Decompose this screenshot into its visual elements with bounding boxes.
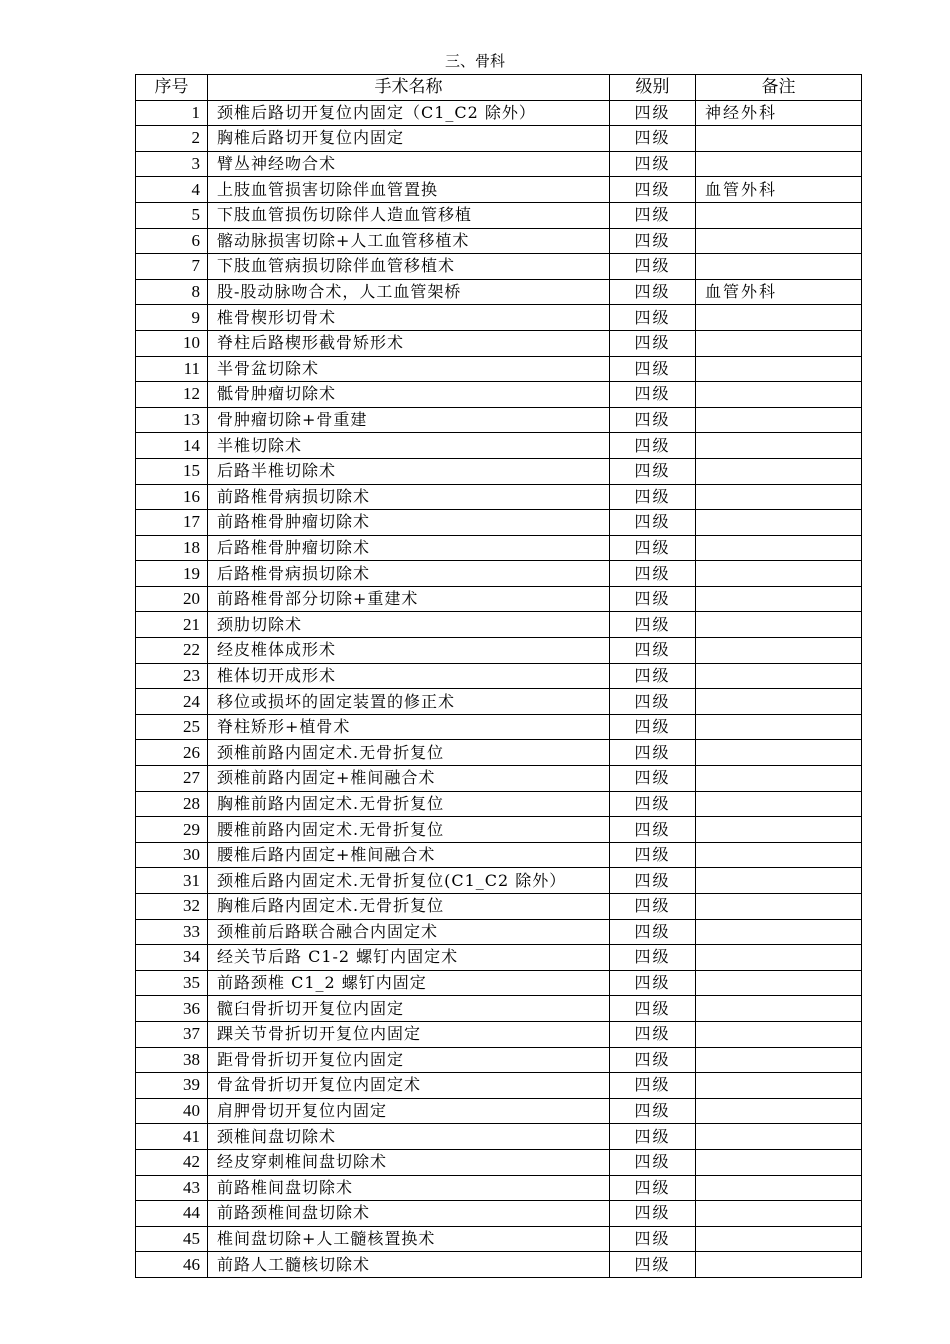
- row-note: [696, 945, 862, 971]
- surgery-name: 颈椎前路内固定术.无骨折复位: [208, 740, 610, 766]
- table-row: [136, 919, 862, 945]
- header-note: 备注: [696, 75, 862, 101]
- header-level: 级别: [610, 75, 696, 101]
- surgery-name: 颈椎前后路联合融合内固定术: [208, 919, 610, 945]
- surgery-name: 移位或损坏的固定装置的修正术: [208, 689, 610, 715]
- surgery-name: 肩胛骨切开复位内固定: [208, 1098, 610, 1124]
- row-note: [696, 458, 862, 484]
- row-note: [696, 1098, 862, 1124]
- row-number: 26: [136, 740, 208, 766]
- table-row: [136, 458, 862, 484]
- surgery-level: 四级: [610, 254, 696, 280]
- row-note: [696, 586, 862, 612]
- surgery-level: 四级: [610, 1201, 696, 1227]
- surgery-level: 四级: [610, 535, 696, 561]
- row-number: 18: [136, 535, 208, 561]
- row-number: 14: [136, 433, 208, 459]
- surgery-name: 脊柱后路楔形截骨矫形术: [208, 330, 610, 356]
- row-number: 42: [136, 1149, 208, 1175]
- surgery-name: 颈椎间盘切除术: [208, 1124, 610, 1150]
- surgery-name: 颈肋切除术: [208, 612, 610, 638]
- row-note: [696, 151, 862, 177]
- table-row: [136, 202, 862, 228]
- surgery-level: 四级: [610, 433, 696, 459]
- table-row: [136, 228, 862, 254]
- surgery-level: 四级: [610, 1252, 696, 1278]
- table-row: [136, 177, 862, 203]
- row-note: [696, 126, 862, 152]
- surgery-level: 四级: [610, 1149, 696, 1175]
- row-note: [696, 1073, 862, 1099]
- surgery-level: 四级: [610, 1073, 696, 1099]
- row-number: 44: [136, 1201, 208, 1227]
- row-number: 1: [136, 100, 208, 126]
- table-header-row: [136, 75, 862, 101]
- surgery-level: 四级: [610, 817, 696, 843]
- surgery-level: 四级: [610, 1226, 696, 1252]
- row-number: 46: [136, 1252, 208, 1278]
- header-no: 序号: [136, 75, 208, 101]
- table-row: [136, 996, 862, 1022]
- table-row: [136, 970, 862, 996]
- row-number: 45: [136, 1226, 208, 1252]
- header-name: 手术名称: [208, 75, 610, 101]
- table-row: [136, 1021, 862, 1047]
- surgery-name: 经关节后路 C1-2 螺钉内固定术: [208, 945, 610, 971]
- row-number: 5: [136, 202, 208, 228]
- surgery-level: 四级: [610, 279, 696, 305]
- surgery-level: 四级: [610, 356, 696, 382]
- row-number: 6: [136, 228, 208, 254]
- table-row: [136, 663, 862, 689]
- surgery-name: 胸椎后路切开复位内固定: [208, 126, 610, 152]
- surgery-name: 前路椎骨肿瘤切除术: [208, 510, 610, 536]
- table-body: [136, 100, 862, 1277]
- table-row: [136, 561, 862, 587]
- table-row: [136, 945, 862, 971]
- surgery-level: 四级: [610, 689, 696, 715]
- surgery-level: 四级: [610, 612, 696, 638]
- surgery-level: 四级: [610, 842, 696, 868]
- row-number: 24: [136, 689, 208, 715]
- surgery-name: 颈椎前路内固定+椎间融合术: [208, 766, 610, 792]
- row-number: 27: [136, 766, 208, 792]
- table-row: [136, 356, 862, 382]
- table-row: [136, 535, 862, 561]
- surgery-level: 四级: [610, 151, 696, 177]
- surgery-name: 前路椎间盘切除术: [208, 1175, 610, 1201]
- table-row: [136, 1252, 862, 1278]
- surgery-level: 四级: [610, 1021, 696, 1047]
- surgery-name: 骨肿瘤切除+骨重建: [208, 407, 610, 433]
- row-note: [696, 1226, 862, 1252]
- row-number: 30: [136, 842, 208, 868]
- surgery-level: 四级: [610, 740, 696, 766]
- surgery-name: 股-股动脉吻合术，人工血管架桥: [208, 279, 610, 305]
- surgery-level: 四级: [610, 100, 696, 126]
- surgery-name: 后路椎骨肿瘤切除术: [208, 535, 610, 561]
- row-number: 33: [136, 919, 208, 945]
- surgery-name: 前路椎骨病损切除术: [208, 484, 610, 510]
- surgery-level: 四级: [610, 714, 696, 740]
- page-title: 三、骨科: [444, 52, 505, 70]
- row-number: 39: [136, 1073, 208, 1099]
- table-row: [136, 1073, 862, 1099]
- row-note: [696, 305, 862, 331]
- surgery-name: 下肢血管损伤切除伴人造血管移植: [208, 202, 610, 228]
- row-number: 41: [136, 1124, 208, 1150]
- surgery-name: 后路半椎切除术: [208, 458, 610, 484]
- row-note: [696, 1021, 862, 1047]
- surgery-level: 四级: [610, 1047, 696, 1073]
- table-row: [136, 126, 862, 152]
- table-row: [136, 1226, 862, 1252]
- row-note: [696, 1149, 862, 1175]
- surgery-name: 前路人工髓核切除术: [208, 1252, 610, 1278]
- surgery-level: 四级: [610, 868, 696, 894]
- row-note: [696, 535, 862, 561]
- table-row: [136, 766, 862, 792]
- surgery-level: 四级: [610, 330, 696, 356]
- surgery-level: 四级: [610, 919, 696, 945]
- surgery-name: 骶骨肿瘤切除术: [208, 382, 610, 408]
- table-row: [136, 1149, 862, 1175]
- row-note: 血管外科: [696, 177, 862, 203]
- row-number: 35: [136, 970, 208, 996]
- row-note: 血管外科: [696, 279, 862, 305]
- table-row: [136, 842, 862, 868]
- row-note: [696, 714, 862, 740]
- surgery-level: 四级: [610, 766, 696, 792]
- surgery-name: 经皮椎体成形术: [208, 638, 610, 664]
- surgery-level: 四级: [610, 510, 696, 536]
- surgery-name: 前路椎骨部分切除+重建术: [208, 586, 610, 612]
- table-row: [136, 740, 862, 766]
- row-note: [696, 1047, 862, 1073]
- row-number: 28: [136, 791, 208, 817]
- surgery-name: 胸椎后路内固定术.无骨折复位: [208, 894, 610, 920]
- table-row: [136, 714, 862, 740]
- table-row: [136, 279, 862, 305]
- surgery-level: 四级: [610, 1175, 696, 1201]
- row-note: [696, 996, 862, 1022]
- table-row: [136, 100, 862, 126]
- surgery-name: 腰椎后路内固定+椎间融合术: [208, 842, 610, 868]
- row-note: [696, 228, 862, 254]
- surgery-level: 四级: [610, 970, 696, 996]
- surgery-name: 骨盆骨折切开复位内固定术: [208, 1073, 610, 1099]
- table-row: [136, 151, 862, 177]
- surgery-level: 四级: [610, 484, 696, 510]
- row-note: [696, 433, 862, 459]
- row-number: 3: [136, 151, 208, 177]
- surgery-name: 前路颈椎 C1_2 螺钉内固定: [208, 970, 610, 996]
- row-number: 21: [136, 612, 208, 638]
- surgery-level: 四级: [610, 228, 696, 254]
- surgery-name: 前路颈椎间盘切除术: [208, 1201, 610, 1227]
- surgery-level: 四级: [610, 638, 696, 664]
- surgery-level: 四级: [610, 458, 696, 484]
- row-number: 22: [136, 638, 208, 664]
- row-note: 神经外科: [696, 100, 862, 126]
- row-number: 29: [136, 817, 208, 843]
- row-note: [696, 638, 862, 664]
- surgery-name: 经皮穿刺椎间盘切除术: [208, 1149, 610, 1175]
- row-note: [696, 612, 862, 638]
- surgery-name: 椎间盘切除+人工髓核置换术: [208, 1226, 610, 1252]
- table-row: [136, 1175, 862, 1201]
- row-number: 16: [136, 484, 208, 510]
- row-number: 31: [136, 868, 208, 894]
- surgery-level: 四级: [610, 126, 696, 152]
- row-note: [696, 766, 862, 792]
- row-note: [696, 970, 862, 996]
- row-number: 15: [136, 458, 208, 484]
- surgery-name: 臂丛神经吻合术: [208, 151, 610, 177]
- table-row: [136, 254, 862, 280]
- table-row: [136, 484, 862, 510]
- row-note: [696, 842, 862, 868]
- row-number: 2: [136, 126, 208, 152]
- table-row: [136, 382, 862, 408]
- row-note: [696, 356, 862, 382]
- table-row: [136, 791, 862, 817]
- table-row: [136, 433, 862, 459]
- surgery-name: 脊柱矫形+植骨术: [208, 714, 610, 740]
- surgery-level: 四级: [610, 791, 696, 817]
- row-note: [696, 202, 862, 228]
- row-note: [696, 663, 862, 689]
- table-row: [136, 612, 862, 638]
- table-row: [136, 894, 862, 920]
- surgery-level: 四级: [610, 202, 696, 228]
- surgery-name: 下肢血管病损切除伴血管移植术: [208, 254, 610, 280]
- row-note: [696, 382, 862, 408]
- surgery-name: 后路椎骨病损切除术: [208, 561, 610, 587]
- table-row: [136, 586, 862, 612]
- surgery-name: 髂动脉损害切除+人工血管移植术: [208, 228, 610, 254]
- row-number: 43: [136, 1175, 208, 1201]
- surgery-level: 四级: [610, 1098, 696, 1124]
- surgery-level: 四级: [610, 177, 696, 203]
- table-row: [136, 330, 862, 356]
- row-number: 25: [136, 714, 208, 740]
- row-note: [696, 791, 862, 817]
- row-note: [696, 919, 862, 945]
- table-row: [136, 407, 862, 433]
- row-number: 7: [136, 254, 208, 280]
- row-number: 37: [136, 1021, 208, 1047]
- row-number: 40: [136, 1098, 208, 1124]
- row-number: 4: [136, 177, 208, 203]
- row-note: [696, 561, 862, 587]
- surgery-name: 颈椎后路内固定术.无骨折复位(C1_C2 除外）: [208, 868, 610, 894]
- surgery-name: 距骨骨折切开复位内固定: [208, 1047, 610, 1073]
- surgery-name: 半椎切除术: [208, 433, 610, 459]
- surgery-level: 四级: [610, 996, 696, 1022]
- row-note: [696, 1175, 862, 1201]
- surgery-level: 四级: [610, 561, 696, 587]
- surgery-level: 四级: [610, 945, 696, 971]
- surgery-name: 颈椎后路切开复位内固定（C1_C2 除外）: [208, 100, 610, 126]
- row-note: [696, 330, 862, 356]
- row-number: 10: [136, 330, 208, 356]
- surgery-name: 踝关节骨折切开复位内固定: [208, 1021, 610, 1047]
- row-number: 17: [136, 510, 208, 536]
- table-row: [136, 510, 862, 536]
- row-note: [696, 894, 862, 920]
- row-note: [696, 1124, 862, 1150]
- table-row: [136, 1201, 862, 1227]
- table-row: [136, 868, 862, 894]
- table-row: [136, 1098, 862, 1124]
- table-row: [136, 817, 862, 843]
- surgery-name: 胸椎前路内固定术.无骨折复位: [208, 791, 610, 817]
- row-note: [696, 1201, 862, 1227]
- row-note: [696, 740, 862, 766]
- surgery-name: 上肢血管损害切除伴血管置换: [208, 177, 610, 203]
- row-note: [696, 254, 862, 280]
- surgery-name: 椎体切开成形术: [208, 663, 610, 689]
- row-number: 9: [136, 305, 208, 331]
- surgery-level: 四级: [610, 382, 696, 408]
- row-note: [696, 407, 862, 433]
- row-number: 8: [136, 279, 208, 305]
- table-row: [136, 305, 862, 331]
- surgery-level: 四级: [610, 1124, 696, 1150]
- row-number: 23: [136, 663, 208, 689]
- surgery-level: 四级: [610, 663, 696, 689]
- row-number: 34: [136, 945, 208, 971]
- row-number: 20: [136, 586, 208, 612]
- surgery-name: 半骨盆切除术: [208, 356, 610, 382]
- row-number: 36: [136, 996, 208, 1022]
- row-note: [696, 868, 862, 894]
- row-note: [696, 510, 862, 536]
- surgery-name: 椎骨楔形切骨术: [208, 305, 610, 331]
- row-note: [696, 817, 862, 843]
- surgery-level: 四级: [610, 586, 696, 612]
- table-row: [136, 689, 862, 715]
- surgery-level: 四级: [610, 407, 696, 433]
- row-number: 38: [136, 1047, 208, 1073]
- row-note: [696, 484, 862, 510]
- row-number: 11: [136, 356, 208, 382]
- surgery-name: 髋臼骨折切开复位内固定: [208, 996, 610, 1022]
- row-number: 32: [136, 894, 208, 920]
- row-number: 12: [136, 382, 208, 408]
- surgery-level: 四级: [610, 894, 696, 920]
- row-note: [696, 689, 862, 715]
- surgery-table: [135, 74, 862, 1278]
- table-row: [136, 638, 862, 664]
- table-row: [136, 1047, 862, 1073]
- surgery-level: 四级: [610, 305, 696, 331]
- row-number: 19: [136, 561, 208, 587]
- surgery-name: 腰椎前路内固定术.无骨折复位: [208, 817, 610, 843]
- table-row: [136, 1124, 862, 1150]
- row-number: 13: [136, 407, 208, 433]
- row-note: [696, 1252, 862, 1278]
